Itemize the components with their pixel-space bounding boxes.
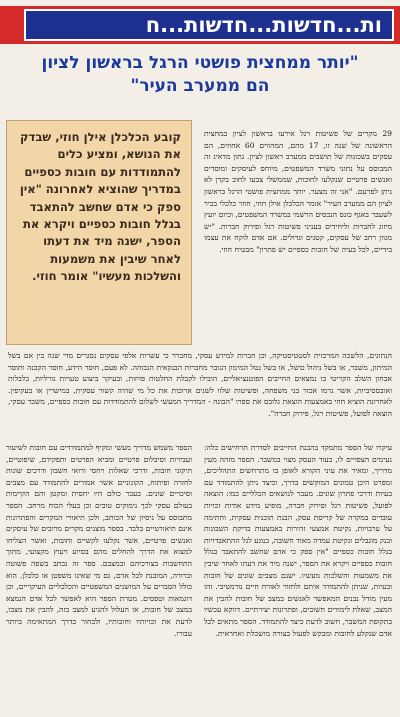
right-column-paragraph: עיקרו של הספר מתמקד בהבנת החייבים לסדרת תרחישים כלה: נעימים הצפויים לו, בעוד העסק מצוי במשבר. הספר מזהה מעין מדריך, ומאיר את עיני הקורא לאופן בו מתרחשים התהליכים, ומפרט היכן טמונים המוקשים בדרך, וכיצד ניתן להתמודד עם בעיות ודרכי פתרון שונים. מעבר לנושאים הכלליים כמו: הוצאה לפועל, פשיטות רגל ופירוק חברה, מופיע מידע אודות זכויות עובדים במקרה של קריסת עסק, הבנת תוכנית עסקית, וחתימה על ערבויות, נקיטת אמצעי זהירות באמצעות בדיקת השבונות ובנק מוגבלים ונקיטת עמדה מאוד חשובה, בנוגע לגל ההתאבדויות בגלל חובות כספיים "אין ספק כי אדם שחשב להתאבד בגלל חובות כספיים ויקרא את הספר, ישנה מיד את דעתו לאחר שיבין את משמעות והשלכות מעשיו. ישנם מצבים שונים של חובות ובעיות, שניתן להתמודד איתם ולחזור לאורח חיים נורמטיבי. זהו מעין מודל נבנים המאפשר לאנשים במצב של חובות להבין את המצב, שאלת לימודים חשובים, ופתרונות יצירתיים. דווקא עכשיו בתקופת המשבר, חשוב לדעת כיצד להתמודד. הספר מתאים לכל אדם שנקלע לחובות ומבקש לפעול בצורה מושכלת ואחראית. [204, 443, 392, 638]
pull-quote-text: קובע הכלכלן אילן חוזי, שבדק את הנושא, ומציע כלים להתמודדות עם חובות כספיים במדריך שהוציא לאחרונה "אין ספק כי אדם שחשב להתאבד בגלל חובות כספיים ויקרא את הספר, ישנה מיד את דעתו לאחר שיבין את משמעות והשלכות מעשיו" אומר חוזי. [19, 130, 181, 284]
banner-title: ות...חדשות...חדשות...ח [145, 13, 382, 37]
intro-column [204, 128, 392, 333]
left-column [6, 442, 192, 712]
pull-quote-box [6, 120, 192, 345]
intro-paragraph: 29 מקרים של פשיטות רגל אירעו בראשון לציון במחצית הראשונה של שנה זו, 17 מהם, המהווים 60 אחוזים, הם עסקים בשכונות של תושבים ממערב ראשון לציון. נתון מדאיג זה המבוסס על נתוני משרד המשפטים, מיוחס לעיסקים ומוסדים ואנשים פרטיים שנקלעו לחובות, שממשלי צבעו לחוב בקרן לא ניתן לפרעם. "אני זה מצער. יותר ממחצית פושטי הרגל בראשון לציון הם ממערב העיר" אומר הכלכלן אילן חוזי, חוזר כלכלי בכיר לשעבר באגף כונס הנכסים הרשמי במשרד המשפטים, וכיום יועץ מיזוג לחברות וליחידים בעניני פשיטות רגל ופירוק חברות. "יש מגוון רחב של עסקים, קטנים וגדולים. אם אדם לוקח את עצמו בידיים, לכל בעיה של חובות כספיים יש פתרון" מבטיח חוזי. [204, 129, 392, 254]
headline-line-1: "יותר ממחצית פושטי הרגל בראשון לציון [41, 53, 359, 73]
section-banner [0, 6, 400, 44]
middle-paragraph: הנתונים, הלשכה המרכזית לסטטיסטיקה, וכן חברות למידע עסקי, מחברר כי עשרות אלפי עסקים נסגרים מדי שנה בין אם בשל המיתון, משבר, או בשל ניהול כושל, או בשל נטל המימון הגובר מחברות הבנקאית הגבוהה. לא פעם, חוסר הידע, חוסר הקבנה ותוסר אבחון השלב הקריטי בו נמצאים החייבים הפוטנציאליים, הובילו לקבלת החלטות פזיזות, ובעיקר ביצוע טעויות גורליות, בלבלות ואובססיביות, אשר גרמו אכזר בני משפחה, ופשיטות שלוו לשנים ארוכות את כל מי שהיה קשור עסקית, במישרין או בעקיפין. לאחרונה הוציא חוזי באמצעות הוצאת גלובס את ספרו "הבונה - המדריך המעשי לשלום להתמודדות עם חובות כספיים, משבר עסקי, הוצאה לפועל, פשיטות רגל, פירוק חברה". [8, 351, 392, 418]
left-column-paragraph: הספר משמש מדריך מעשי ומקיף למתמודדים עם חובות לשיעור ועבירות וסיבלום פרטיים ומביא הפרטים ותפקידם, שיפוטיים, תיקוני חובות, ודרכי שאלות ויחסי ורואי חשבון ודרכים שונות לחזרה ופיתוח, הקונוניים אשר אמורים להתמודד עם מצבים וסיכויים שונים. בעבר כולם היו יחסית ומקטן והם הקיימות בעולם עסקי לכך נימוקים טובים וכן בעלי הכוח מרחב. הספר מתבוסס על ניסיון של הכותב, ולכן תיאורי המקרים והפתרונות אינם תיאורטיים בלבד. בספר מוצגים מקרים מרובים של עיסקים ואנשים פרטיים, אשר נקלעו לקשיים וחובות, ואשר הצליחו למצוא את הדרך להחלים מהם בסיוע ויעוץ מקצועי, מתוך התחשבות בצורכיהם ובמצבם. ספר זה נכתב בשפה פשוטה וברורה, המובנת לכל אדם, גם מי שאינו משפטן או כלכלן. הוא כולל הסברים על המושגים המשפטיים והכלכליים העיקריים, וכן דוגמאות וטפסים. מטרת הספר היא לאפשר לכל אדם הנמצא במצב של חובות, או העלול להגיע למצב כזה, להבין את מצבו, לדעת את זכויותיו וחובותיו, ולבחור בדרך המתאימה ביותר עבורו. [6, 443, 192, 638]
headline-line-2: הם ממערב העיר" [130, 76, 270, 96]
article-headline [10, 52, 390, 98]
middle-text-block [8, 350, 392, 440]
right-column [204, 442, 392, 712]
banner-box [24, 9, 394, 41]
